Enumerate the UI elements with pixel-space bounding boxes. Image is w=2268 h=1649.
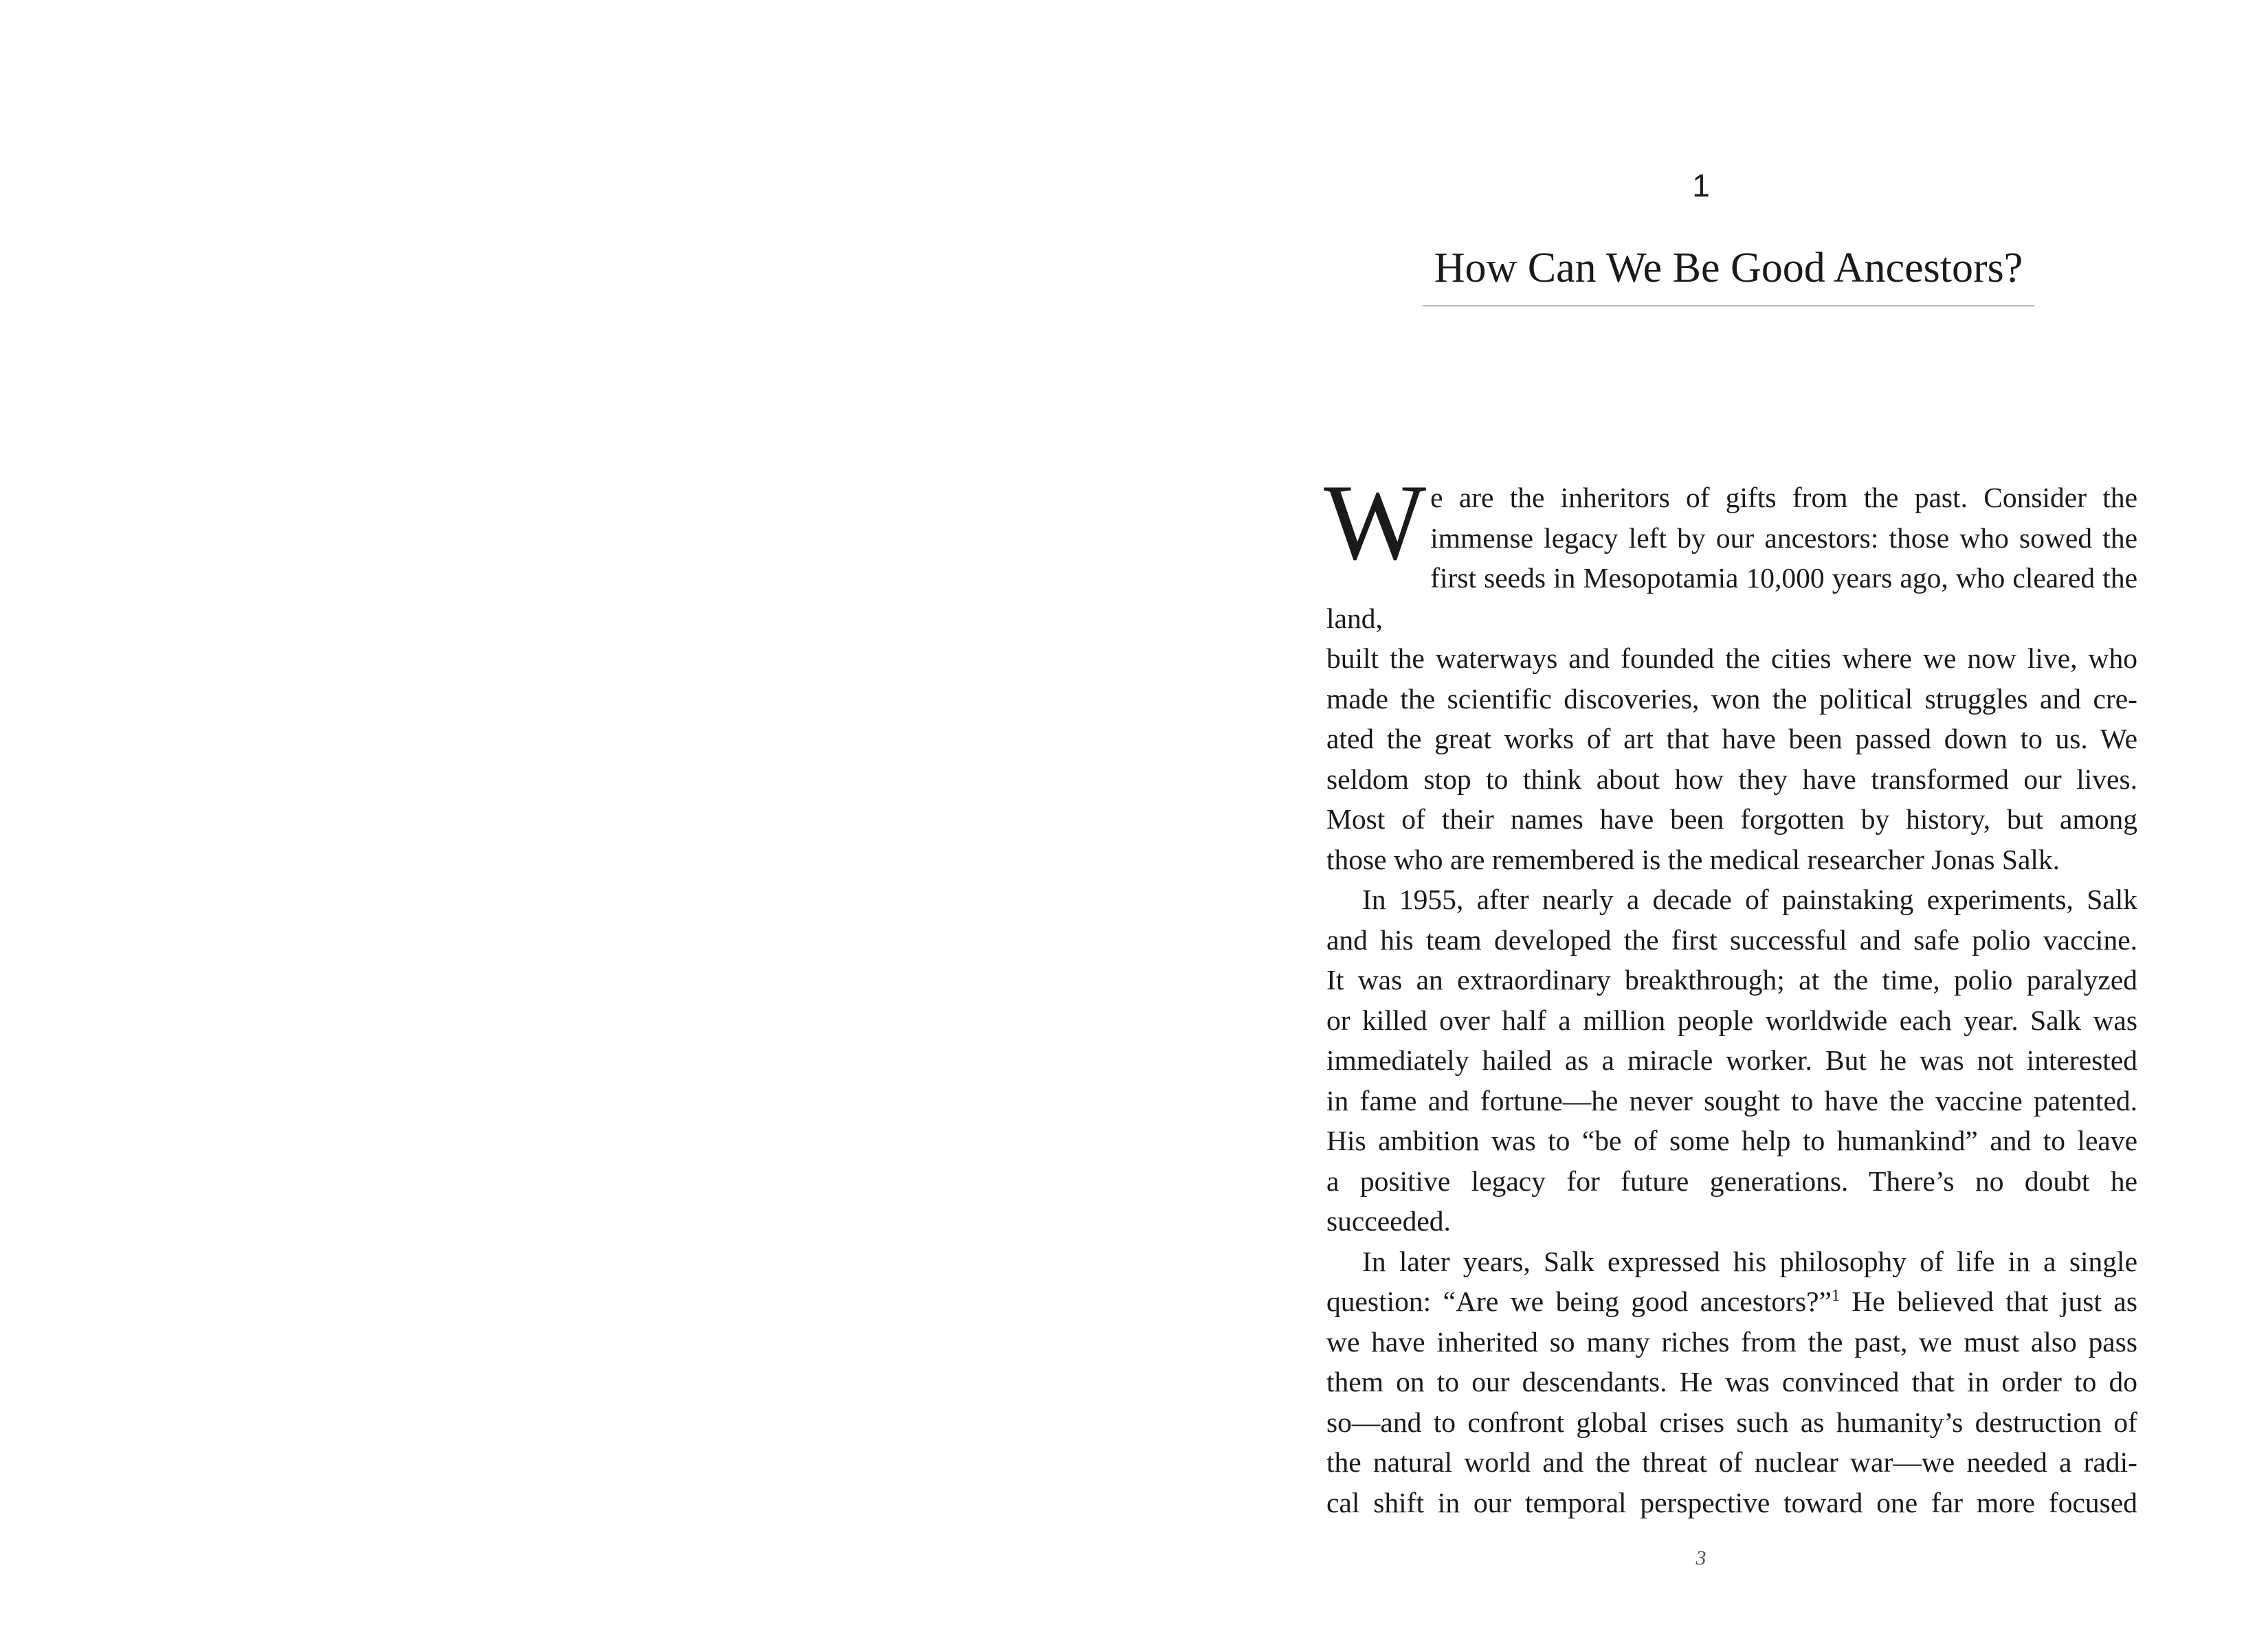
paragraph-1 [1324, 462, 2137, 879]
text-line: e are the inheritors of gifts from the past. Consider the [1430, 482, 2137, 513]
page-number: 3 [1696, 1547, 1706, 1569]
right-page [1134, 0, 2268, 1649]
text-line: immense legacy left by our ancestors: those who sowed the [1430, 521, 2137, 554]
text-line: seldom stop to think about how they have transformed our lives. [1326, 763, 2137, 795]
text-line: in fame and fortune—he never sought to have the vaccine patented. [1326, 1084, 2137, 1117]
text-line: It was an extraordinary breakthrough; at the time, polio paralyzed [1326, 964, 2137, 996]
footnote-marker[interactable]: 1 [1831, 1287, 1840, 1305]
text-line: so—and to confront global crises such as humanity’s destruction of [1326, 1406, 2137, 1438]
paragraph-2 [1326, 879, 2137, 1242]
text-fragment: He believed that just as [1839, 1286, 2137, 1317]
text-line: first seeds in Mesopotamia 10,000 years ago, who cleared the land, [1326, 562, 2137, 634]
text-line: or killed over half a million people worldwide each year. Salk was [1326, 1004, 2137, 1036]
chapter-number: 1 [1692, 168, 1710, 203]
text-line: cal shift in our temporal perspective toward one far more focused [1326, 1486, 2137, 1518]
text-line: a positive legacy for future generations. There’s no doubt he [1326, 1165, 2137, 1197]
title-rule [1423, 305, 2034, 306]
text-line: and his team developed the first successful and safe polio vaccine. [1326, 923, 2137, 956]
text-fragment: question: “Are we being good ancestors?” [1326, 1286, 1832, 1317]
text-line: Most of their names have been forgotten by history, but among [1326, 803, 2137, 835]
text-line: the natural world and the threat of nuclear war—we needed a radi- [1326, 1446, 2137, 1478]
text-line: In 1955, after nearly a decade of painstaking experiments, Salk [1362, 884, 2137, 915]
chapter-title: How Can We Be Good Ancestors? [1434, 245, 2023, 291]
text-line: succeeded. [1326, 1205, 1451, 1237]
text-line [1326, 1281, 2137, 1322]
text-line: made the scientific discoveries, won the political struggles and cre- [1326, 682, 2137, 715]
paragraph-3 [1326, 1242, 2137, 1523]
text-line: His ambition was to “be of some help to humankind” and to leave [1326, 1125, 2137, 1156]
text-line: ated the great works of art that have been passed down to us. We [1326, 723, 2137, 754]
text-line: those who are remembered is the medical researcher Jonas Salk. [1326, 843, 2060, 875]
text-line: we have inherited so many riches from the past, we must also pass [1326, 1325, 2137, 1358]
text-line: immediately hailed as a miracle worker. But he was not interested [1326, 1044, 2137, 1076]
text-line: In later years, Salk expressed his philosophy of life in a single [1362, 1245, 2137, 1277]
chapter-body [1324, 462, 2137, 1523]
drop-cap: W [1324, 462, 1427, 583]
text-line: built the waterways and founded the cities where we now live, who [1326, 642, 2137, 674]
text-line: them on to our descendants. He was convinced that in order to do [1326, 1366, 2137, 1398]
